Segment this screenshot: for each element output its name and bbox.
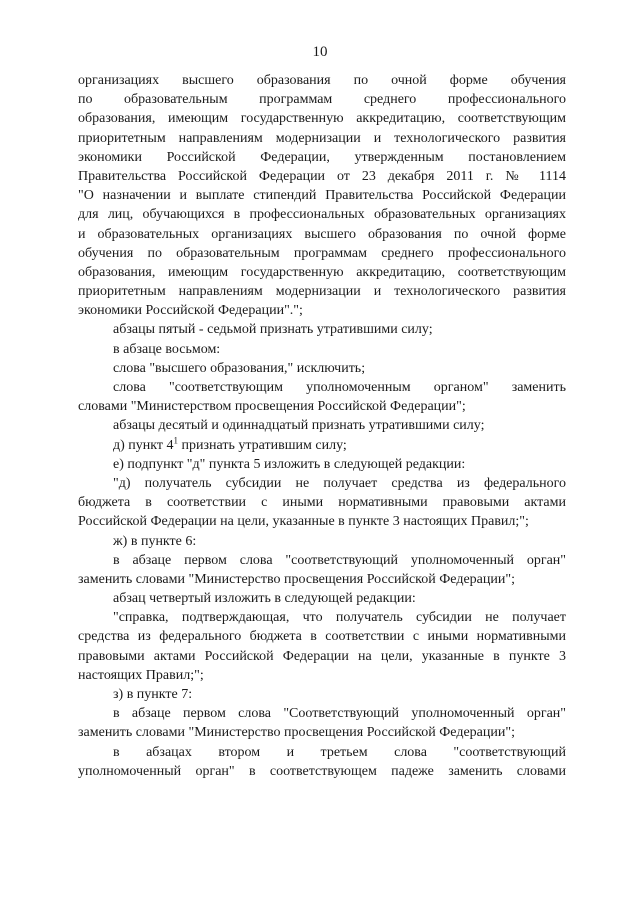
text-line: образования, имеющим государственную аккредитацию, соответствующим (78, 111, 566, 127)
text-line: з) в пункте 7: (113, 687, 193, 702)
text-line: Российской Федерации на цели, указанные в пункте 3 настоящих Правил;"; (78, 514, 529, 530)
text-line: е) подпункт "д" пункта 5 изложить в следующей редакции: (113, 456, 466, 472)
text-line: заменить словами "Министерство просвещения Российской Федерации"; (78, 725, 515, 741)
text-line: Правительства Российской Федерации от 23 декабря 2011 г. № 1114 (78, 168, 566, 184)
text-line: приоритетным направлениям модернизации и технологического развития (78, 284, 566, 300)
text-line: по образовательным программам среднего профессионального (78, 92, 566, 108)
text-line: экономики Российской Федерации"."; (78, 303, 303, 319)
text-line: и образовательных организациях высшего образования по очной форме (78, 226, 566, 242)
text-line (78, 436, 566, 455)
text-line: слова "высшего образования," исключить; (113, 360, 366, 376)
text-line: в абзаце восьмом: (113, 341, 221, 357)
text-line: в абзаце первом слова "соответствующий уполномоченный орган" (113, 552, 566, 568)
text-line: заменить словами "Министерство просвещения Российской Федерации"; (78, 571, 515, 587)
text-line: абзацы пятый - седьмой признать утратившими силу; (113, 322, 433, 338)
text-segment: д) пункт 4 (113, 437, 174, 453)
text-line: абзац четвертый изложить в следующей редакции: (113, 591, 416, 607)
text-line: бюджета в соответствии с иными нормативными правовыми актами (78, 495, 566, 511)
text-line: ж) в пункте 6: (113, 533, 197, 549)
page-number: 10 (312, 44, 328, 60)
text-line: настоящих Правил;"; (78, 667, 204, 683)
text-segment: признать утратившим силу; (178, 437, 347, 453)
text-line: для лиц, обучающихся в профессиональных образовательных организациях (78, 207, 566, 223)
text-line: приоритетным направлениям модернизации и технологического развития (78, 130, 566, 146)
superscript: 1 (173, 434, 179, 445)
text-line: "д) получатель субсидии не получает средства из федерального (113, 475, 566, 491)
text-line: "О назначении и выплате стипендий Правительства Российской Федерации (78, 188, 566, 204)
document-body (78, 71, 566, 781)
text-line: абзацы десятый и одиннадцатый признать утратившими силу; (113, 418, 485, 434)
text-line: уполномоченный орган" в соответствующем падеже заменить словами (78, 763, 566, 779)
text-line: слова "соответствующим уполномоченным органом" заменить (113, 380, 566, 395)
text-line: средства из федерального бюджета в соответствии с иными нормативными (78, 629, 566, 645)
text-line: в абзаце первом слова "Соответствующий уполномоченный орган" (113, 706, 566, 722)
text-line: "справка, подтверждающая, что получатель субсидии не получает (113, 610, 566, 626)
text-line: экономики Российской Федерации, утвержденным постановлением (78, 149, 566, 165)
text-line: обучения по образовательным программам среднего профессионального (78, 245, 566, 261)
text-line: в абзацах втором и третьем слова "соответствующий (113, 744, 566, 760)
text-line: правовыми актами Российской Федерации на цели, указанные в пункте 3 (78, 648, 566, 664)
text-line: словами "Министерством просвещения Российской Федерации"; (78, 399, 466, 415)
text-line: образования, имеющим государственную аккредитацию, соответствующим (78, 264, 566, 280)
text-line: организациях высшего образования по очной форме обучения (78, 73, 566, 88)
